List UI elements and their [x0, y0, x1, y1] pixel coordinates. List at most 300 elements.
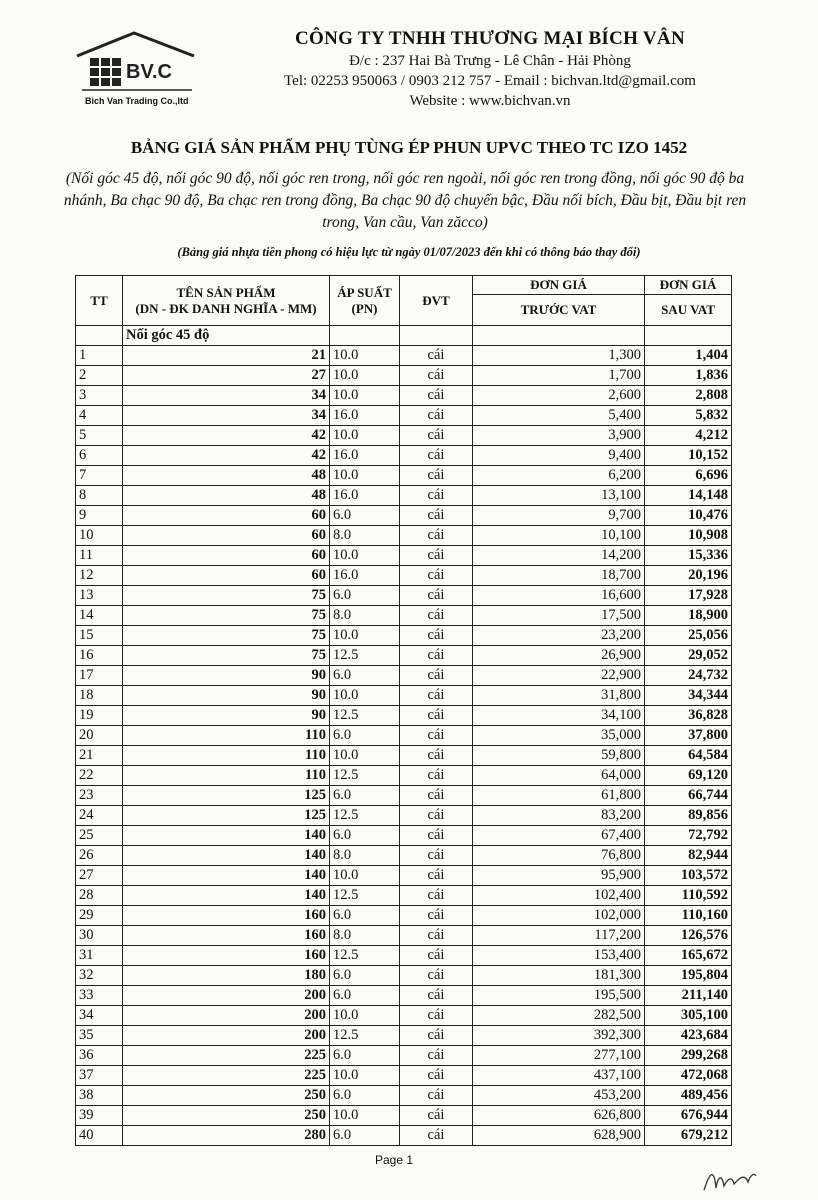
- header-pre-vat-top: ĐƠN GIÁ: [473, 276, 645, 295]
- row-pressure: 6.0: [330, 1086, 400, 1106]
- row-price-post-vat: 5,832: [645, 406, 732, 426]
- row-product-size: 75: [123, 586, 330, 606]
- company-contact: Tel: 02253 950063 / 0903 212 757 - Email : bichvan.ltd@gmail.com: [284, 73, 696, 89]
- logo-company-name: Bich Van Trading Co.,ltd: [85, 96, 189, 106]
- row-unit: cái: [400, 746, 473, 766]
- row-product-size: 34: [123, 406, 330, 426]
- row-unit: cái: [400, 1066, 473, 1086]
- table-row: [76, 586, 732, 606]
- table-row: [76, 1106, 732, 1126]
- header-product-name: [123, 276, 330, 326]
- row-product-size: 34: [123, 386, 330, 406]
- row-tt: 11: [76, 546, 123, 566]
- row-price-pre-vat: 31,800: [473, 686, 645, 706]
- row-tt: 7: [76, 466, 123, 486]
- row-pressure: 10.0: [330, 386, 400, 406]
- table-row: [76, 446, 732, 466]
- row-pressure: 10.0: [330, 366, 400, 386]
- row-price-pre-vat: 117,200: [473, 926, 645, 946]
- row-unit: cái: [400, 846, 473, 866]
- row-price-post-vat: 36,828: [645, 706, 732, 726]
- table-row: [76, 826, 732, 846]
- row-tt: 20: [76, 726, 123, 746]
- row-price-post-vat: 472,068: [645, 1066, 732, 1086]
- row-price-pre-vat: 626,800: [473, 1106, 645, 1126]
- table-row: [76, 886, 732, 906]
- row-product-size: 140: [123, 826, 330, 846]
- header-product-name-line2: (DN - ĐK DANH NGHĨA - MM): [135, 300, 317, 316]
- table-row: [76, 766, 732, 786]
- row-product-size: 250: [123, 1106, 330, 1126]
- row-price-pre-vat: 67,400: [473, 826, 645, 846]
- row-unit: cái: [400, 346, 473, 366]
- table-row: [76, 946, 732, 966]
- row-unit: cái: [400, 366, 473, 386]
- row-tt: 21: [76, 746, 123, 766]
- row-price-post-vat: 10,152: [645, 446, 732, 466]
- row-pressure: 6.0: [330, 666, 400, 686]
- row-product-size: 140: [123, 886, 330, 906]
- table-row: [76, 486, 732, 506]
- row-price-post-vat: 82,944: [645, 846, 732, 866]
- row-price-post-vat: 2,808: [645, 386, 732, 406]
- row-pressure: 6.0: [330, 786, 400, 806]
- row-pressure: 12.5: [330, 646, 400, 666]
- row-price-post-vat: 24,732: [645, 666, 732, 686]
- row-pressure: 10.0: [330, 686, 400, 706]
- row-product-size: 110: [123, 766, 330, 786]
- row-unit: cái: [400, 906, 473, 926]
- row-pressure: 6.0: [330, 726, 400, 746]
- header-pressure-line1: ÁP SUẤT: [337, 284, 392, 300]
- row-product-size: 42: [123, 426, 330, 446]
- row-pressure: 6.0: [330, 506, 400, 526]
- row-product-size: 48: [123, 486, 330, 506]
- table-row: [76, 986, 732, 1006]
- row-unit: cái: [400, 766, 473, 786]
- table-row: [76, 686, 732, 706]
- row-product-size: 200: [123, 1026, 330, 1046]
- row-tt: 31: [76, 946, 123, 966]
- row-tt: 38: [76, 1086, 123, 1106]
- row-product-size: 110: [123, 726, 330, 746]
- row-tt: 29: [76, 906, 123, 926]
- company-header: [230, 28, 750, 110]
- row-pressure: 12.5: [330, 806, 400, 826]
- row-price-pre-vat: 277,100: [473, 1046, 645, 1066]
- row-pressure: 12.5: [330, 706, 400, 726]
- document-title: BẢNG GIÁ SẢN PHẨM PHỤ TÙNG ÉP PHUN UPVC THEO TC IZO 1452: [130, 138, 688, 157]
- row-price-pre-vat: 26,900: [473, 646, 645, 666]
- row-price-pre-vat: 628,900: [473, 1126, 645, 1146]
- row-price-post-vat: 679,212: [645, 1126, 732, 1146]
- table-row: [76, 786, 732, 806]
- row-unit: cái: [400, 566, 473, 586]
- row-price-pre-vat: 453,200: [473, 1086, 645, 1106]
- row-price-pre-vat: 16,600: [473, 586, 645, 606]
- row-product-size: 75: [123, 646, 330, 666]
- row-product-size: 140: [123, 846, 330, 866]
- row-pressure: 10.0: [330, 1106, 400, 1126]
- row-pressure: 8.0: [330, 846, 400, 866]
- company-website: Website : www.bichvan.vn: [409, 93, 571, 109]
- row-price-pre-vat: 83,200: [473, 806, 645, 826]
- row-price-post-vat: 423,684: [645, 1026, 732, 1046]
- row-unit: cái: [400, 966, 473, 986]
- row-price-pre-vat: 23,200: [473, 626, 645, 646]
- row-price-pre-vat: 14,200: [473, 546, 645, 566]
- header-pressure: [330, 276, 400, 326]
- row-unit: cái: [400, 526, 473, 546]
- row-price-post-vat: 1,404: [645, 346, 732, 366]
- row-price-pre-vat: 102,400: [473, 886, 645, 906]
- page-number: Page 1: [375, 1153, 414, 1167]
- row-unit: cái: [400, 1106, 473, 1126]
- group-cell-pressure: [330, 326, 400, 346]
- row-tt: 39: [76, 1106, 123, 1126]
- row-tt: 10: [76, 526, 123, 546]
- row-pressure: 6.0: [330, 1126, 400, 1146]
- row-product-size: 200: [123, 1006, 330, 1026]
- row-unit: cái: [400, 446, 473, 466]
- row-price-pre-vat: 2,600: [473, 386, 645, 406]
- row-product-size: 42: [123, 446, 330, 466]
- row-pressure: 12.5: [330, 1026, 400, 1046]
- row-product-size: 250: [123, 1086, 330, 1106]
- row-price-pre-vat: 437,100: [473, 1066, 645, 1086]
- handwritten-signature: [700, 1162, 760, 1197]
- row-pressure: 10.0: [330, 746, 400, 766]
- header-post-vat-bottom: SAU VAT: [645, 295, 732, 326]
- row-product-size: 125: [123, 786, 330, 806]
- row-tt: 17: [76, 666, 123, 686]
- table-row: [76, 426, 732, 446]
- row-tt: 27: [76, 866, 123, 886]
- row-pressure: 8.0: [330, 926, 400, 946]
- row-price-post-vat: 6,696: [645, 466, 732, 486]
- row-pressure: 6.0: [330, 1046, 400, 1066]
- row-price-post-vat: 110,160: [645, 906, 732, 926]
- table-row: [76, 526, 732, 546]
- row-pressure: 10.0: [330, 426, 400, 446]
- table-row: [76, 866, 732, 886]
- table-row: [76, 626, 732, 646]
- row-pressure: 12.5: [330, 766, 400, 786]
- row-product-size: 225: [123, 1066, 330, 1086]
- row-price-post-vat: 17,928: [645, 586, 732, 606]
- row-price-post-vat: 34,344: [645, 686, 732, 706]
- row-product-size: 48: [123, 466, 330, 486]
- table-row: [76, 406, 732, 426]
- row-unit: cái: [400, 1126, 473, 1146]
- row-product-size: 90: [123, 686, 330, 706]
- row-price-post-vat: 66,744: [645, 786, 732, 806]
- row-price-post-vat: 64,584: [645, 746, 732, 766]
- row-tt: 6: [76, 446, 123, 466]
- table-row: [76, 726, 732, 746]
- row-unit: cái: [400, 986, 473, 1006]
- row-product-size: 160: [123, 926, 330, 946]
- row-price-pre-vat: 181,300: [473, 966, 645, 986]
- table-row: [76, 906, 732, 926]
- row-price-post-vat: 110,592: [645, 886, 732, 906]
- row-unit: cái: [400, 726, 473, 746]
- row-tt: 9: [76, 506, 123, 526]
- table-row: [76, 386, 732, 406]
- row-product-size: 60: [123, 566, 330, 586]
- row-product-size: 110: [123, 746, 330, 766]
- row-price-post-vat: 195,804: [645, 966, 732, 986]
- group-label: Nối góc 45 độ: [123, 326, 330, 346]
- row-price-pre-vat: 3,900: [473, 426, 645, 446]
- row-product-size: 90: [123, 706, 330, 726]
- row-product-size: 27: [123, 366, 330, 386]
- group-cell-pre: [473, 326, 645, 346]
- row-tt: 2: [76, 366, 123, 386]
- row-price-post-vat: 103,572: [645, 866, 732, 886]
- table-row: [76, 346, 732, 366]
- group-cell-unit: [400, 326, 473, 346]
- row-price-post-vat: 165,672: [645, 946, 732, 966]
- row-price-pre-vat: 1,700: [473, 366, 645, 386]
- row-pressure: 16.0: [330, 486, 400, 506]
- group-cell-post: [645, 326, 732, 346]
- table-row: [76, 546, 732, 566]
- row-price-post-vat: 25,056: [645, 626, 732, 646]
- table-row: [76, 506, 732, 526]
- row-unit: cái: [400, 1006, 473, 1026]
- table-row: [76, 646, 732, 666]
- row-price-pre-vat: 153,400: [473, 946, 645, 966]
- row-unit: cái: [400, 386, 473, 406]
- row-pressure: 12.5: [330, 886, 400, 906]
- row-tt: 35: [76, 1026, 123, 1046]
- table-row: [76, 1026, 732, 1046]
- row-pressure: 16.0: [330, 446, 400, 466]
- row-pressure: 10.0: [330, 466, 400, 486]
- row-pressure: 10.0: [330, 546, 400, 566]
- row-pressure: 10.0: [330, 866, 400, 886]
- row-pressure: 6.0: [330, 986, 400, 1006]
- row-unit: cái: [400, 486, 473, 506]
- row-price-post-vat: 676,944: [645, 1106, 732, 1126]
- row-price-pre-vat: 22,900: [473, 666, 645, 686]
- row-tt: 4: [76, 406, 123, 426]
- row-unit: cái: [400, 546, 473, 566]
- row-tt: 26: [76, 846, 123, 866]
- row-price-pre-vat: 76,800: [473, 846, 645, 866]
- row-price-post-vat: 18,900: [645, 606, 732, 626]
- table-row: [76, 966, 732, 986]
- row-pressure: 16.0: [330, 406, 400, 426]
- row-product-size: 225: [123, 1046, 330, 1066]
- row-price-post-vat: 20,196: [645, 566, 732, 586]
- row-unit: cái: [400, 946, 473, 966]
- company-name: CÔNG TY TNHH THƯƠNG MẠI BÍCH VÂN: [295, 28, 685, 49]
- row-unit: cái: [400, 646, 473, 666]
- row-tt: 36: [76, 1046, 123, 1066]
- row-tt: 40: [76, 1126, 123, 1146]
- row-product-size: 280: [123, 1126, 330, 1146]
- table-row: [76, 1046, 732, 1066]
- row-product-size: 160: [123, 946, 330, 966]
- price-table: [75, 275, 732, 1146]
- row-pressure: 6.0: [330, 966, 400, 986]
- row-tt: 30: [76, 926, 123, 946]
- row-product-size: 160: [123, 906, 330, 926]
- row-tt: 1: [76, 346, 123, 366]
- table-row: [76, 846, 732, 866]
- row-pressure: 6.0: [330, 906, 400, 926]
- table-row: [76, 606, 732, 626]
- row-price-post-vat: 305,100: [645, 1006, 732, 1026]
- table-row: [76, 1066, 732, 1086]
- row-product-size: 180: [123, 966, 330, 986]
- row-product-size: 60: [123, 526, 330, 546]
- row-product-size: 60: [123, 546, 330, 566]
- row-price-post-vat: 72,792: [645, 826, 732, 846]
- table-row: [76, 466, 732, 486]
- row-product-size: 75: [123, 626, 330, 646]
- row-price-post-vat: 69,120: [645, 766, 732, 786]
- header-pressure-line2: (PN): [351, 300, 378, 316]
- row-tt: 34: [76, 1006, 123, 1026]
- row-price-post-vat: 299,268: [645, 1046, 732, 1066]
- row-pressure: 6.0: [330, 826, 400, 846]
- row-pressure: 6.0: [330, 586, 400, 606]
- row-price-pre-vat: 9,700: [473, 506, 645, 526]
- row-price-post-vat: 14,148: [645, 486, 732, 506]
- row-pressure: 12.5: [330, 946, 400, 966]
- row-tt: 19: [76, 706, 123, 726]
- row-tt: 22: [76, 766, 123, 786]
- row-tt: 12: [76, 566, 123, 586]
- row-price-pre-vat: 13,100: [473, 486, 645, 506]
- row-tt: 23: [76, 786, 123, 806]
- table-row: [76, 366, 732, 386]
- row-tt: 32: [76, 966, 123, 986]
- row-price-pre-vat: 195,500: [473, 986, 645, 1006]
- table-row: [76, 1126, 732, 1146]
- row-price-post-vat: 89,856: [645, 806, 732, 826]
- row-unit: cái: [400, 426, 473, 446]
- row-price-post-vat: 126,576: [645, 926, 732, 946]
- row-price-post-vat: 15,336: [645, 546, 732, 566]
- row-price-post-vat: 489,456: [645, 1086, 732, 1106]
- row-tt: 3: [76, 386, 123, 406]
- validity-note: (Bảng giá nhựa tiền phong có hiệu lực từ ngày 01/07/2023 đến khi có thông báo thay đổi): [177, 245, 641, 259]
- header-tt: TT: [76, 276, 123, 326]
- group-cell-tt: [76, 326, 123, 346]
- row-product-size: 21: [123, 346, 330, 366]
- row-unit: cái: [400, 686, 473, 706]
- row-unit: cái: [400, 826, 473, 846]
- row-tt: 18: [76, 686, 123, 706]
- table-row: [76, 1086, 732, 1106]
- row-tt: 16: [76, 646, 123, 666]
- row-tt: 15: [76, 626, 123, 646]
- row-price-post-vat: 4,212: [645, 426, 732, 446]
- company-address: Đ/c : 237 Hai Bà Trưng - Lê Chân - Hải Phòng: [349, 53, 631, 69]
- header-product-name-line1: TÊN SẢN PHẨM: [176, 284, 276, 300]
- row-unit: cái: [400, 506, 473, 526]
- row-price-pre-vat: 18,700: [473, 566, 645, 586]
- row-price-post-vat: 1,836: [645, 366, 732, 386]
- row-price-pre-vat: 10,100: [473, 526, 645, 546]
- row-tt: 14: [76, 606, 123, 626]
- product-scope: (Nối góc 45 độ, nối góc 90 độ, nối góc ren trong, nối góc ren ngoài, nối góc ren trong đồng, nối góc 90 độ ba nhánh, Ba chạc 90 độ, Ba chạc ren trong đồng, Ba chạc 90 độ chuyển bậc, Đầu nối bích, Đầu bịt, Đầu bịt ren trong, Van cầu, Van zăcco): [63, 170, 747, 231]
- table-row: [76, 566, 732, 586]
- row-price-pre-vat: 5,400: [473, 406, 645, 426]
- header-unit: ĐVT: [400, 276, 473, 326]
- row-unit: cái: [400, 466, 473, 486]
- table-row: [76, 746, 732, 766]
- row-unit: cái: [400, 926, 473, 946]
- table-row: [76, 1006, 732, 1026]
- header-pre-vat-bottom: TRƯỚC VAT: [473, 295, 645, 326]
- row-unit: cái: [400, 1086, 473, 1106]
- row-product-size: 200: [123, 986, 330, 1006]
- row-product-size: 75: [123, 606, 330, 626]
- row-unit: cái: [400, 1026, 473, 1046]
- row-price-pre-vat: 6,200: [473, 466, 645, 486]
- row-tt: 8: [76, 486, 123, 506]
- row-pressure: 16.0: [330, 566, 400, 586]
- row-tt: 25: [76, 826, 123, 846]
- row-price-post-vat: 10,908: [645, 526, 732, 546]
- row-unit: cái: [400, 586, 473, 606]
- row-unit: cái: [400, 606, 473, 626]
- row-price-pre-vat: 9,400: [473, 446, 645, 466]
- row-price-post-vat: 10,476: [645, 506, 732, 526]
- row-product-size: 60: [123, 506, 330, 526]
- row-price-pre-vat: 59,800: [473, 746, 645, 766]
- row-price-pre-vat: 17,500: [473, 606, 645, 626]
- table-row: [76, 666, 732, 686]
- row-price-pre-vat: 64,000: [473, 766, 645, 786]
- row-tt: 37: [76, 1066, 123, 1086]
- group-row: [76, 326, 732, 346]
- row-pressure: 10.0: [330, 1066, 400, 1086]
- row-price-post-vat: 211,140: [645, 986, 732, 1006]
- row-pressure: 8.0: [330, 526, 400, 546]
- row-tt: 13: [76, 586, 123, 606]
- table-row: [76, 706, 732, 726]
- row-unit: cái: [400, 786, 473, 806]
- row-pressure: 10.0: [330, 626, 400, 646]
- row-price-post-vat: 29,052: [645, 646, 732, 666]
- row-tt: 5: [76, 426, 123, 446]
- row-price-pre-vat: 1,300: [473, 346, 645, 366]
- row-unit: cái: [400, 706, 473, 726]
- row-product-size: 140: [123, 866, 330, 886]
- row-product-size: 125: [123, 806, 330, 826]
- row-price-pre-vat: 95,900: [473, 866, 645, 886]
- row-unit: cái: [400, 866, 473, 886]
- row-tt: 33: [76, 986, 123, 1006]
- row-price-pre-vat: 35,000: [473, 726, 645, 746]
- row-pressure: 10.0: [330, 1006, 400, 1026]
- svg-text:BV.C: BV.C: [126, 61, 172, 83]
- table-row: [76, 806, 732, 826]
- row-tt: 28: [76, 886, 123, 906]
- row-price-pre-vat: 282,500: [473, 1006, 645, 1026]
- row-tt: 24: [76, 806, 123, 826]
- row-product-size: 90: [123, 666, 330, 686]
- row-price-post-vat: 37,800: [645, 726, 732, 746]
- row-unit: cái: [400, 666, 473, 686]
- row-unit: cái: [400, 1046, 473, 1066]
